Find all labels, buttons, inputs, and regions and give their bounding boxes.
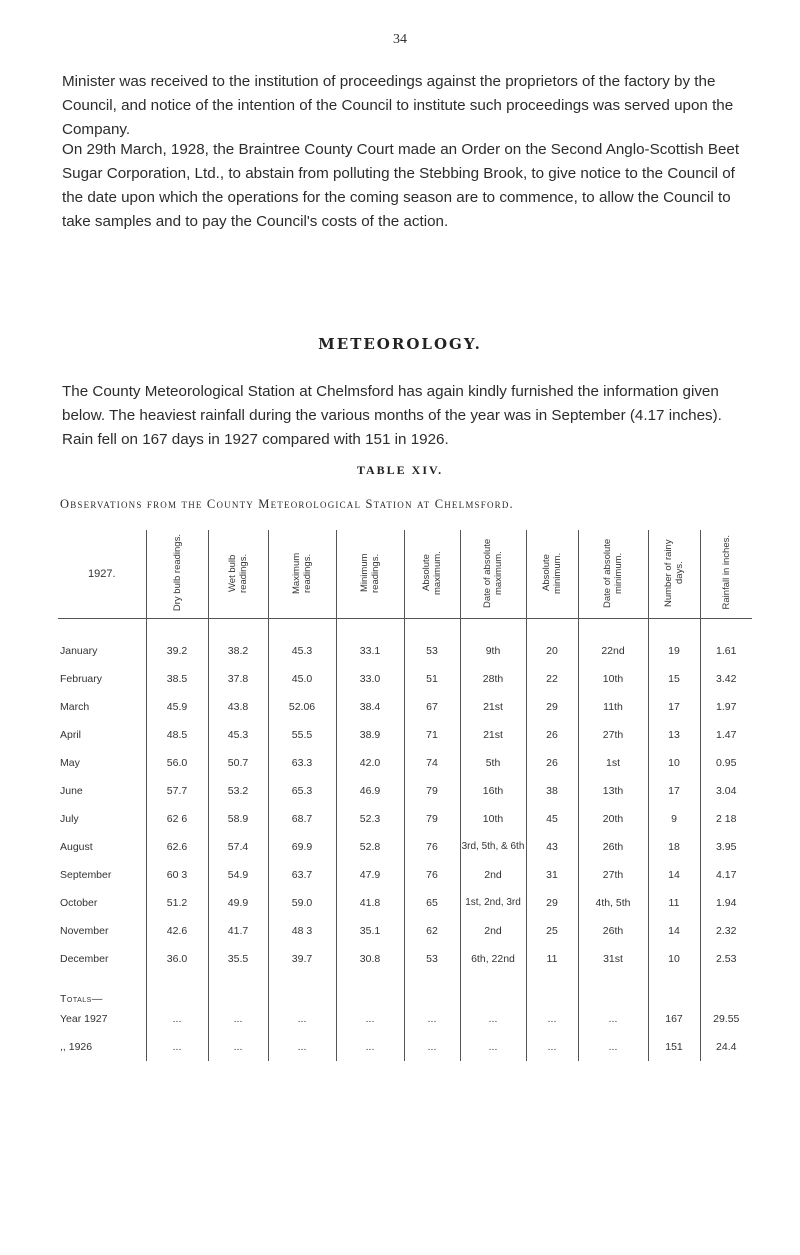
month-cell: May [60,757,80,769]
table-cell: 62 6 [146,805,208,833]
table-cell: 38 [526,777,578,805]
table-cell: 74 [404,749,460,777]
table-cell: 37.8 [208,665,268,693]
table-container [58,530,752,1225]
table-cell [336,973,404,1005]
table-cell: 68.7 [268,805,336,833]
placeholder-cell: ... [526,1005,578,1033]
table-body [58,619,752,1062]
table-row [58,945,752,973]
table-cell: 9 [648,805,700,833]
table-cell: 27th [578,721,648,749]
table-cell: 33.1 [336,619,404,666]
table-cell: 45.3 [208,721,268,749]
table-cell: 79 [404,805,460,833]
table-cell [208,973,268,1005]
table-cell: 1st [578,749,648,777]
table-cell: 52.8 [336,833,404,861]
table-cell: 79 [404,777,460,805]
table-cell: 47.9 [336,861,404,889]
table-cell: 48.5 [146,721,208,749]
header-label: Wet bulb readings. [227,552,249,593]
table-cell: 51.2 [146,889,208,917]
header-label: Maximum readings. [291,551,313,594]
table-cell: 1.94 [700,889,752,917]
paragraph-3: The County Meteorological Station at Chelmsford has again kindly furnished the information given below. The heaviest rainfall during the various months of the year was in September (4.17 inches). Rain fell on 167 days in 1927 compared with 151 in 1926. [62,383,722,448]
table-cell: 48 3 [268,917,336,945]
placeholder-cell: ... [404,1033,460,1061]
month-cell: October [60,897,98,909]
table-cell: 4th, 5th [578,889,648,917]
table-cell: 35.1 [336,917,404,945]
table-label: TABLE XIV. [356,463,444,477]
table-cell: 26th [578,917,648,945]
table-cell: 71 [404,721,460,749]
table-cell: 45.3 [268,619,336,666]
placeholder-cell: ... [460,1005,526,1033]
table-cell: 38.2 [208,619,268,666]
table-cell: 41.8 [336,889,404,917]
placeholder-cell: ... [268,1005,336,1033]
month-cell: July [60,813,79,825]
header-maximum [268,530,336,619]
header-absolute-maximum [404,530,460,619]
month-cell: March [60,701,90,713]
table-cell [404,973,460,1005]
table-cell: 69.9 [268,833,336,861]
placeholder-cell: ... [146,1033,208,1061]
month-cell: June [60,785,83,797]
month-cell: January [60,645,98,657]
totals-row [58,1033,752,1061]
table-cell [700,973,752,1005]
totals-year-label: ,, 1926 [60,1041,93,1053]
table-cell: 25 [526,917,578,945]
table-cell: 16th [460,777,526,805]
table-cell: 51 [404,665,460,693]
table-cell: 39.7 [268,945,336,973]
table-cell: 2nd [460,861,526,889]
table-cell: 3.42 [700,665,752,693]
table-cell: 11th [578,693,648,721]
table-cell: 29 [526,693,578,721]
table-cell: 17 [648,777,700,805]
table-cell: 53 [404,619,460,666]
total-rainy-days: 151 [648,1033,700,1061]
placeholder-cell: ... [578,1005,648,1033]
header-rainfall [700,530,752,619]
table-cell: 52.3 [336,805,404,833]
table-cell: 11 [648,889,700,917]
placeholder-cell: ... [460,1033,526,1061]
table-row [58,619,752,666]
paragraph-1: Minister was received to the institution of proceedings against the proprietors of the factory by the Council, and notice of the intention of the Council to institute such proceedings was served upon the Company. [62,73,734,138]
table-cell: 63.7 [268,861,336,889]
header-absolute-minimum [526,530,578,619]
table-cell: 62 [404,917,460,945]
table-row [58,721,752,749]
totals-year-label: Year 1927 [60,1013,108,1025]
table-cell: 14 [648,917,700,945]
table-cell: 76 [404,861,460,889]
header-date-absolute-maximum [460,530,526,619]
table-cell: 45.0 [268,665,336,693]
table-cell: 6th, 22nd [460,945,526,973]
table-cell: 38.9 [336,721,404,749]
table-row [58,805,752,833]
table-cell: 20th [578,805,648,833]
table-cell: 10 [648,945,700,973]
totals-label: Totals— [60,993,103,1005]
table-cell: 55.5 [268,721,336,749]
month-cell: February [60,673,103,685]
table-cell: 63.3 [268,749,336,777]
table-cell: 27th [578,861,648,889]
totals-row [58,1005,752,1033]
header-minimum [336,530,404,619]
table-header-row [58,530,752,619]
table-cell: 18 [648,833,700,861]
total-rainfall: 24.4 [700,1033,752,1061]
placeholder-cell: ... [146,1005,208,1033]
table-cell: 13th [578,777,648,805]
table-cell: 26 [526,749,578,777]
paragraph-2: On 29th March, 1928, the Braintree County Court made an Order on the Second Anglo-Scottish Beet Sugar Corporation, Ltd., to abstain from polluting the Stebbing Brook, to give notice to the Council of the date upon which the operations for the coming season are to commence, to allow the Council to take samples and to pay the Council's costs of the action. [62,141,740,230]
table-caption: Observations from the County Meteorological Station at Chelmsford. [60,497,514,511]
table-cell: 10 [648,749,700,777]
table-cell: 13 [648,721,700,749]
month-cell: April [60,729,82,741]
placeholder-cell: ... [208,1033,268,1061]
placeholder-cell: ... [208,1005,268,1033]
table-cell: 3.95 [700,833,752,861]
table-cell: 1.97 [700,693,752,721]
table-cell: 50.7 [208,749,268,777]
table-cell [648,973,700,1005]
header-dry-bulb [146,530,208,619]
table-cell: 4.17 [700,861,752,889]
table-cell: 56.0 [146,749,208,777]
header-year: 1927. [58,530,146,619]
header-label: Date of absolute minimum. [602,537,624,608]
placeholder-cell: ... [336,1033,404,1061]
table-cell: 33.0 [336,665,404,693]
placeholder-cell: ... [336,1005,404,1033]
table-cell [526,973,578,1005]
month-cell: December [60,953,109,965]
table-cell: 57.7 [146,777,208,805]
table-cell [578,973,648,1005]
table-cell: 3.04 [700,777,752,805]
table-cell: 39.2 [146,619,208,666]
placeholder-cell: ... [268,1033,336,1061]
table-row [58,777,752,805]
table-row [58,693,752,721]
table-row [58,665,752,693]
header-label: Dry bulb readings. [171,533,183,612]
table-cell: 28th [460,665,526,693]
table-cell: 10th [460,805,526,833]
header-label: Absolute maximum. [421,550,443,595]
total-rainy-days: 167 [648,1005,700,1033]
table-cell: 3rd, 5th, & 6th [460,833,526,861]
table-cell [460,973,526,1005]
table-cell: 1.61 [700,619,752,666]
table-cell: 57.4 [208,833,268,861]
table-cell: 5th [460,749,526,777]
table-cell: 41.7 [208,917,268,945]
table-cell: 2.32 [700,917,752,945]
table-cell: 17 [648,693,700,721]
table-cell: 59.0 [268,889,336,917]
table-cell: 36.0 [146,945,208,973]
table-cell: 26 [526,721,578,749]
header-label: Number of rainy days. [663,538,685,607]
table-cell: 0.95 [700,749,752,777]
table-cell: 54.9 [208,861,268,889]
totals-label-row [58,973,752,1005]
table-row [58,861,752,889]
table-cell: 53 [404,945,460,973]
header-rainy-days [648,530,700,619]
header-date-absolute-minimum [578,530,648,619]
table-cell: 42.0 [336,749,404,777]
section-heading: METEOROLOGY. [318,335,482,353]
table-cell: 65 [404,889,460,917]
table-cell: 58.9 [208,805,268,833]
table-cell: 38.4 [336,693,404,721]
month-cell: November [60,925,109,937]
table-cell: 9th [460,619,526,666]
table-cell: 22 [526,665,578,693]
table-cell: 42.6 [146,917,208,945]
table-cell: 43 [526,833,578,861]
table-cell: 76 [404,833,460,861]
table-cell: 2nd [460,917,526,945]
table-cell: 20 [526,619,578,666]
table-cell: 43.8 [208,693,268,721]
table-cell: 38.5 [146,665,208,693]
table-row [58,917,752,945]
table-cell: 53.2 [208,777,268,805]
table-cell: 11 [526,945,578,973]
total-rainfall: 29.55 [700,1005,752,1033]
table-cell: 52.06 [268,693,336,721]
table-cell: 46.9 [336,777,404,805]
table-cell: 29 [526,889,578,917]
table-cell: 19 [648,619,700,666]
table-cell: 45.9 [146,693,208,721]
month-cell: September [60,869,112,881]
table-cell: 67 [404,693,460,721]
table-cell: 22nd [578,619,648,666]
table-cell: 35.5 [208,945,268,973]
table-cell: 15 [648,665,700,693]
table-cell: 30.8 [336,945,404,973]
table-cell: 49.9 [208,889,268,917]
table-cell: 14 [648,861,700,889]
table-cell: 1st, 2nd, 3rd [460,889,526,917]
table-row [58,749,752,777]
page-number: 34 [393,32,407,47]
table-cell: 2.53 [700,945,752,973]
table-cell: 10th [578,665,648,693]
table-cell [146,973,208,1005]
table-cell: 60 3 [146,861,208,889]
header-label: Rainfall in inches. [720,535,732,610]
meteorology-table [58,530,752,1061]
header-label: Absolute minimum. [541,551,563,594]
header-wet-bulb [208,530,268,619]
header-label: Minimum readings. [359,552,381,593]
placeholder-cell: ... [404,1005,460,1033]
table-row [58,833,752,861]
table-cell: 62.6 [146,833,208,861]
table-cell: 2 18 [700,805,752,833]
month-cell: August [60,841,93,853]
table-cell: 21st [460,721,526,749]
table-cell: 1.47 [700,721,752,749]
table-cell: 45 [526,805,578,833]
table-cell [268,973,336,1005]
header-label: Date of absolute maximum. [482,537,504,608]
table-cell: 21st [460,693,526,721]
table-cell: 31st [578,945,648,973]
table-cell: 26th [578,833,648,861]
placeholder-cell: ... [578,1033,648,1061]
placeholder-cell: ... [526,1033,578,1061]
table-cell: 31 [526,861,578,889]
table-cell: 65.3 [268,777,336,805]
table-row [58,889,752,917]
